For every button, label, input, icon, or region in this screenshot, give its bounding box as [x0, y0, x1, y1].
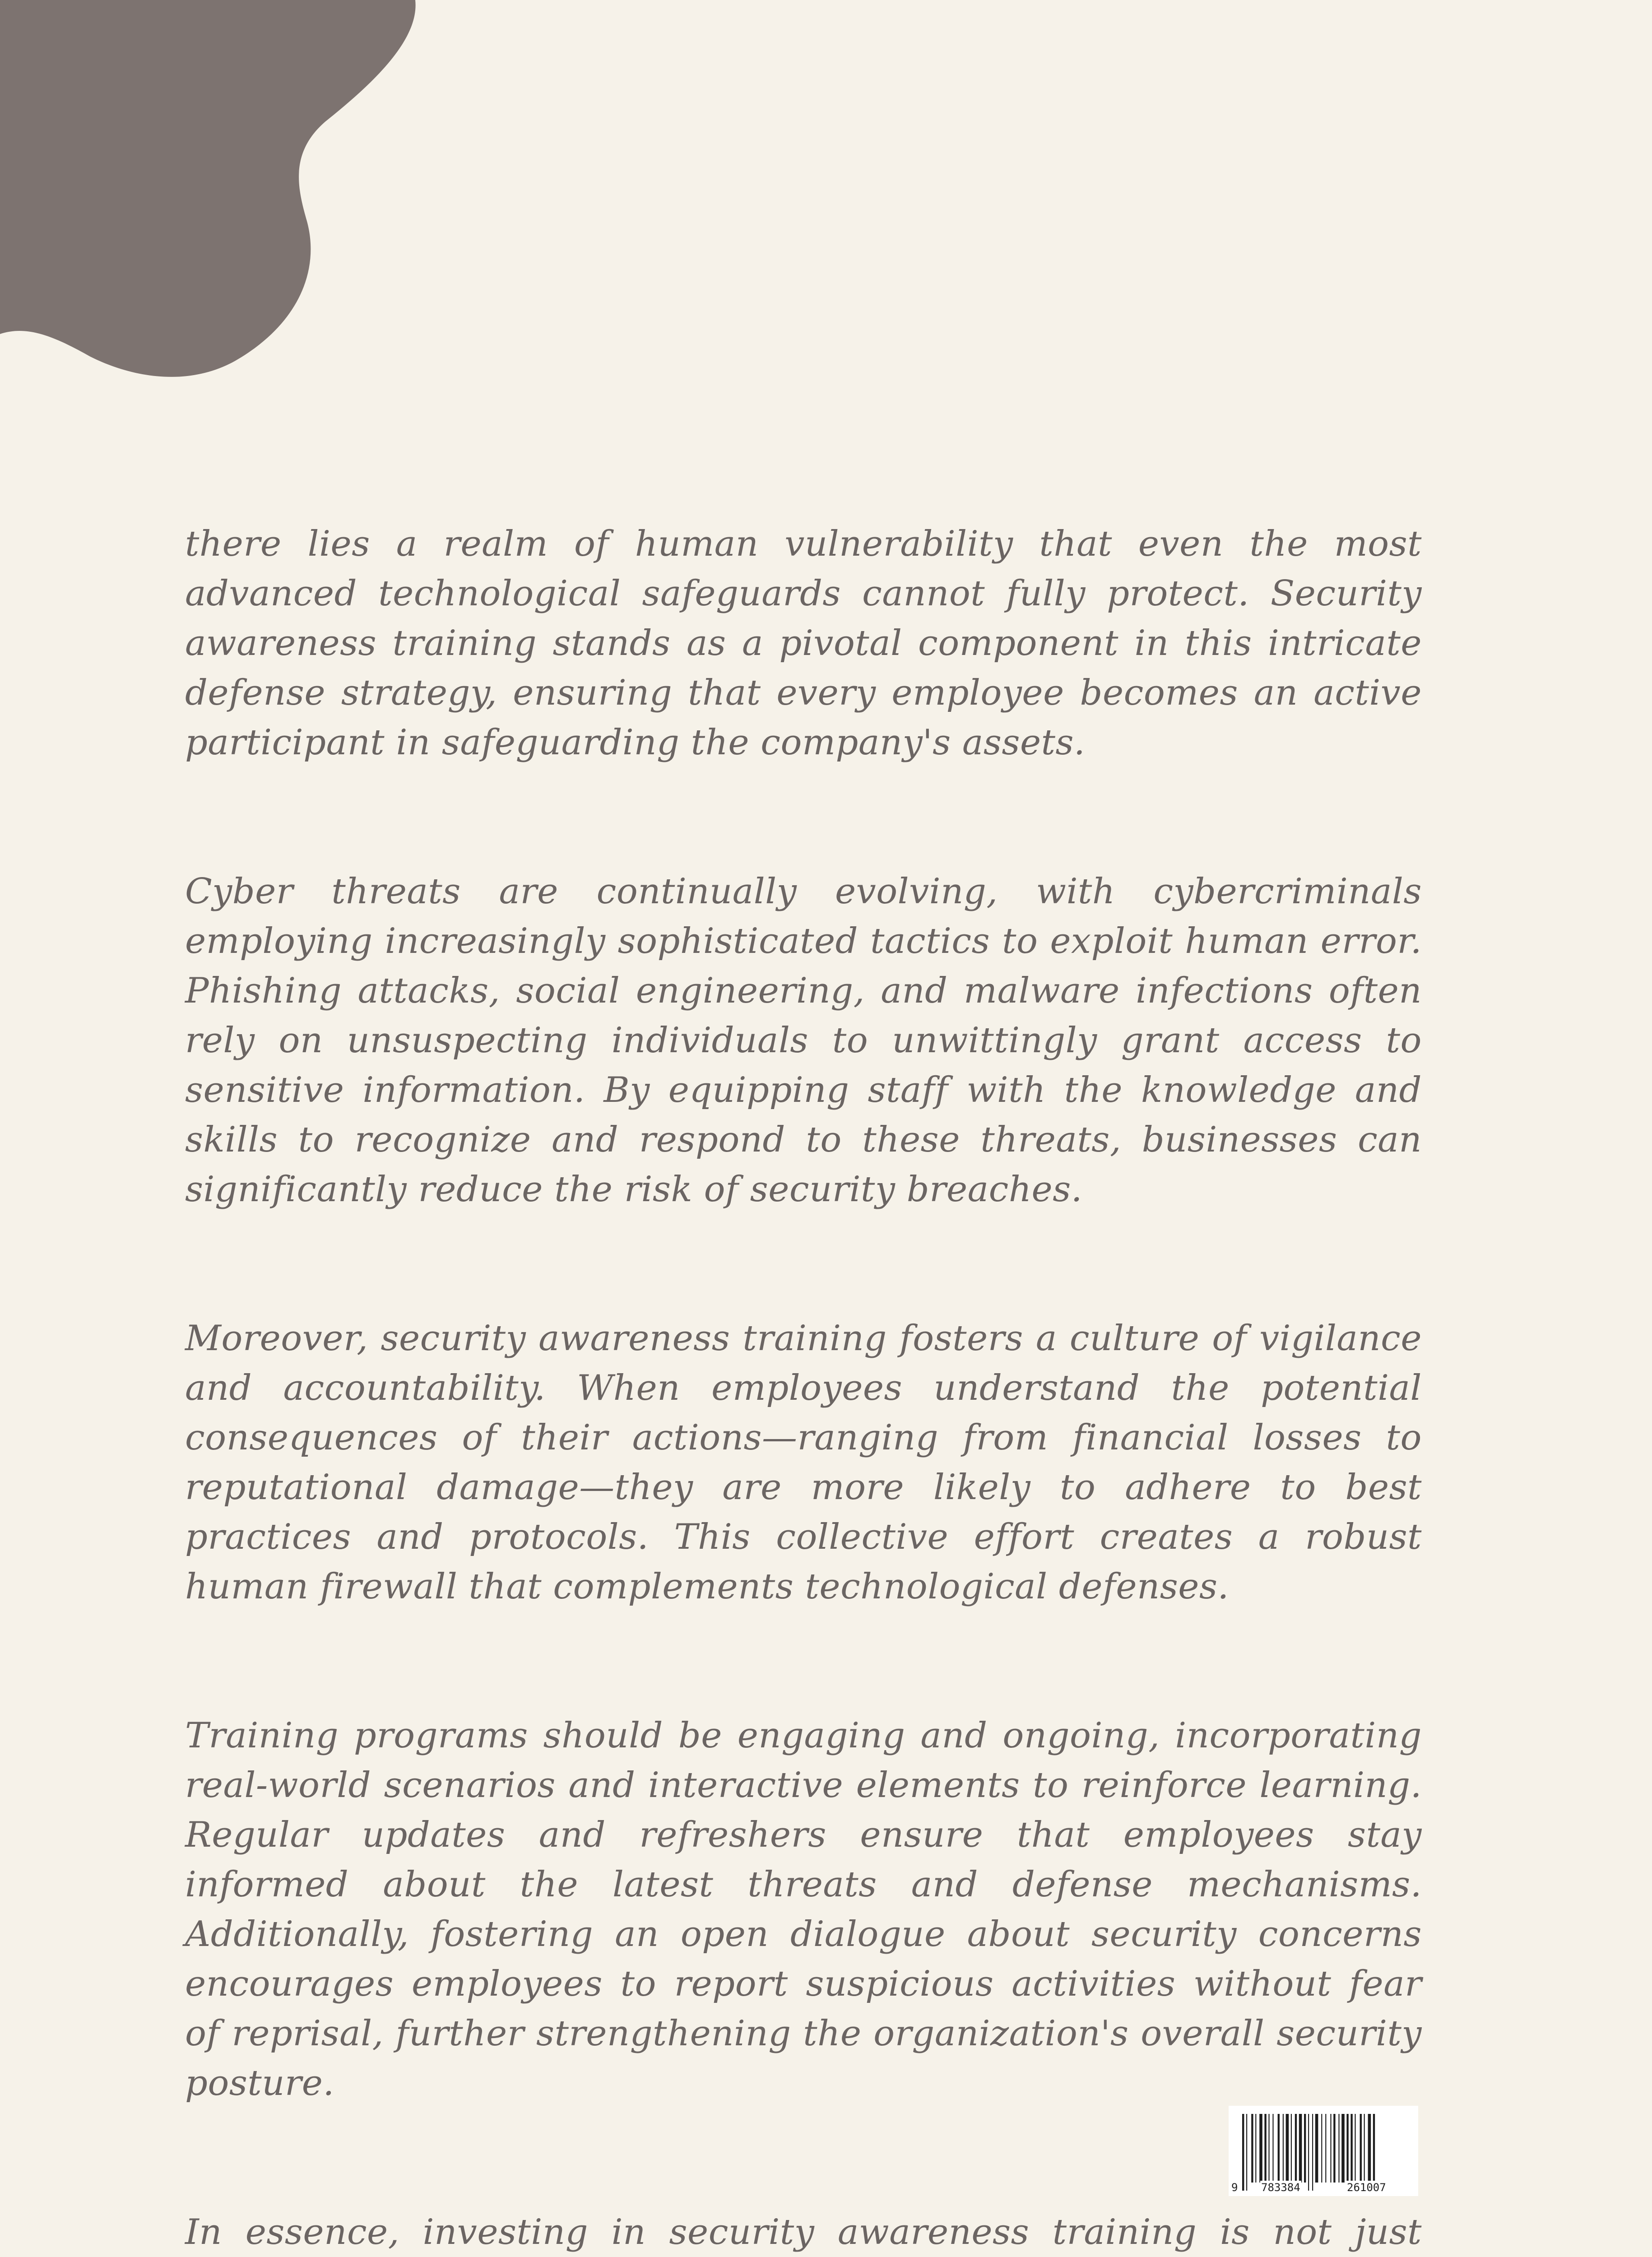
barcode-bar: [1341, 2114, 1345, 2183]
barcode-bar: [1278, 2114, 1280, 2183]
isbn-barcode: [1229, 2106, 1418, 2196]
barcode-bar: [1286, 2114, 1289, 2183]
barcode-bar: [1325, 2114, 1326, 2183]
paragraph: Moreover, security awareness training fosters a culture of vigilance and accountability. When employees understand the potential consequences of their actions—ranging from financial losses to reputational damage—they are more likely to adhere to best practices and protocols. This collective effort creates a robust human firewall that complements technological defenses.: [185, 1318, 1422, 1607]
barcode-bar: [1251, 2114, 1253, 2183]
barcode-bar: [1246, 2114, 1247, 2191]
barcode-bar: [1312, 2114, 1313, 2191]
barcode-bar: [1242, 2114, 1244, 2191]
barcode-bar: [1255, 2114, 1256, 2183]
barcode-bar: [1321, 2114, 1322, 2183]
barcode-bar: [1350, 2114, 1352, 2183]
barcode-bar: [1346, 2114, 1348, 2183]
barcode-bar: [1295, 2114, 1297, 2183]
barcode-bar: [1264, 2114, 1266, 2183]
paragraph: Training programs should be engaging and ongoing, incorporating real-world scenarios and interactive elements to reinforce learning. Regular updates and refreshers ensure that employees stay informed about the latest threats and defense mechanisms. Additionally, fostering an open dialogue about security concerns encourages employees to report suspicious activities without fear of reprisal, further strengthening the organization's overall security posture.: [185, 1715, 1422, 2104]
paragraph: there lies a realm of human vulnerability that even the most advanced technological safeguards cannot fully protect. Security awareness training stands as a pivotal component in this intricate defense strategy, ensuring that every employee becomes an active participant in safeguarding the company's assets.: [185, 524, 1422, 763]
barcode-bar: [1373, 2114, 1375, 2191]
barcode-bar: [1291, 2114, 1292, 2183]
barcode-bar: [1330, 2114, 1331, 2183]
barcode-bar: [1315, 2114, 1318, 2183]
barcode-bar: [1308, 2114, 1309, 2191]
barcode-bar: [1272, 2114, 1273, 2183]
paragraph: In essence, investing in security awareness training is not just: [185, 2212, 1422, 2252]
barcode-bar: [1368, 2114, 1371, 2191]
barcode-digits-right: 261007: [1347, 2181, 1386, 2194]
barcode-bar: [1333, 2114, 1335, 2183]
paragraph: Cyber threats are continually evolving, with cybercriminals employing increasingly sophisticated tactics to exploit human error. Phishing attacks, social engineering, and malware infections often rely on unsuspecting individuals to unwittingly grant access to sensitive information. By equipping staff with the knowledge and skills to recognize and respond to these threats, businesses can significantly reduce the risk of security breaches.: [185, 871, 1422, 1210]
barcode-digits: [1229, 2181, 1418, 2194]
decorative-blob: [0, 0, 420, 379]
barcode-bar: [1299, 2114, 1302, 2183]
barcode-digits-left: 783384: [1261, 2181, 1300, 2194]
back-cover-text: [185, 519, 1422, 2257]
barcode-bar: [1259, 2114, 1262, 2183]
barcode-bar: [1360, 2114, 1362, 2183]
barcode-bar: [1304, 2114, 1306, 2183]
barcode-bar: [1268, 2114, 1269, 2183]
barcode-bar: [1283, 2114, 1284, 2183]
barcode-bar: [1338, 2114, 1339, 2183]
barcode-digit-first: 9: [1231, 2181, 1238, 2194]
barcode-bar: [1364, 2114, 1365, 2183]
